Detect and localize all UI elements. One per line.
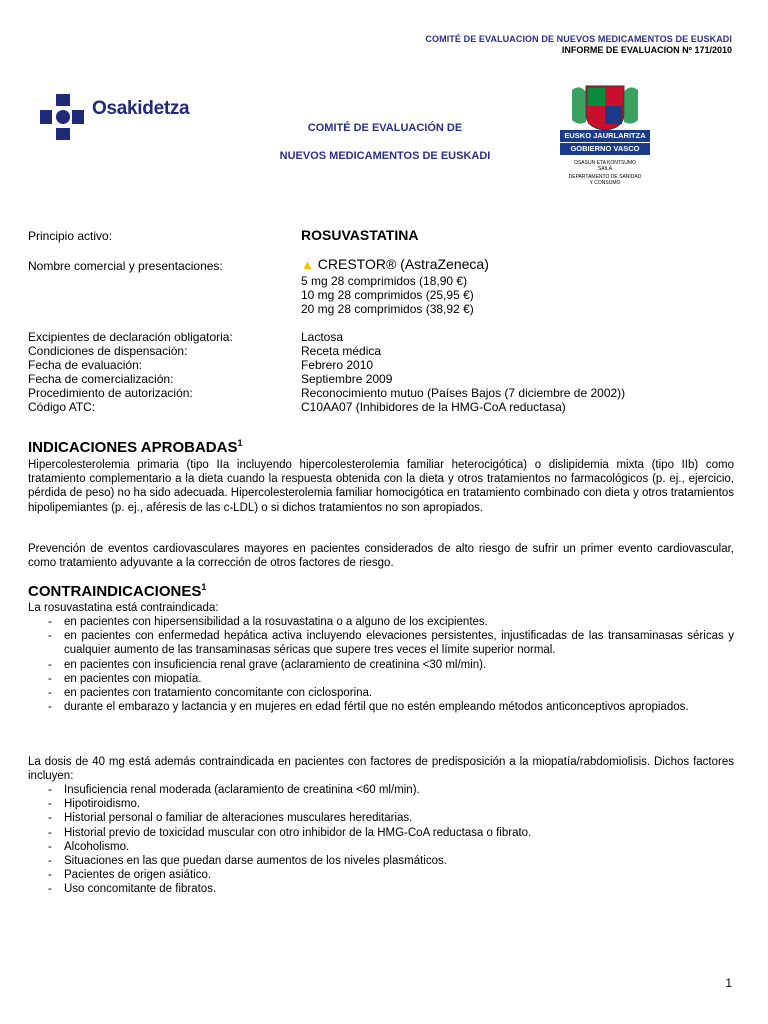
list-item: - Insuficiencia renal moderada (aclaramiento de creatinina <60 ml/min).: [48, 784, 420, 796]
active-label: Principio activo:: [28, 229, 113, 243]
list-item: - en pacientes con insuficiencia renal grave (aclaramiento de creatinina <30 ml/min).: [48, 658, 487, 671]
warning-triangle-icon: ▲: [301, 257, 314, 272]
gov-dept-es-line2: Y CONSUMO: [589, 180, 621, 186]
gov-banner-eusko: EUSKO JAURLARITZA: [560, 130, 650, 142]
gov-dept-es-line1: DEPARTAMENTO DE SANIDAD: [568, 174, 642, 180]
contraindications-intro: La rosuvastatina está contraindicada:: [28, 602, 219, 614]
detail-label: Fecha de comercialización:: [28, 372, 174, 386]
detail-values: [301, 330, 741, 414]
detail-value: Septiembre 2009: [301, 372, 393, 386]
contraindications-list: [28, 615, 734, 714]
header-committee-line: COMITÉ DE EVALUACION DE NUEVOS MEDICAMENTOS DE EUSKADI: [425, 34, 732, 44]
risk-factors-list: [28, 783, 734, 897]
list-item: - en pacientes con tratamiento concomitante con ciclosporina.: [48, 687, 373, 700]
detail-value: Reconocimiento mutuo (Países Bajos (7 diciembre de 2002)): [301, 386, 626, 400]
presentation-item: 20 mg 28 comprimidos (38,92 €): [301, 302, 474, 316]
list-item: - en pacientes con miopatía.: [48, 672, 202, 685]
list-item: - en pacientes con enfermedad hepática activa incluyendo elevaciones persistentes, injustificadas de las transaminasas séricas y cualquier aumento de las transaminasas séricas que supere tres veces el límite superior normal.: [48, 630, 734, 657]
list-item: - durante el embarazo y lactancia y en mujeres en edad fértil que no estén empleando métodos anticonceptivos apropiados.: [48, 701, 689, 714]
gov-dept-eu-line1: OSASUN ETA KONTSUMO: [574, 160, 636, 166]
brand-label: Nombre comercial y presentaciones:: [28, 259, 223, 273]
coat-of-arms-icon: [560, 84, 650, 130]
detail-label: Excipientes de declaración obligatoria:: [28, 330, 233, 344]
detail-label: Fecha de evaluación:: [28, 358, 143, 372]
gov-dept-eu-line2: SAILA: [597, 166, 613, 172]
contraindications-title: CONTRAINDICACIONES: [28, 583, 202, 600]
presentation-item: 5 mg 28 comprimidos (18,90 €): [301, 274, 468, 288]
committee-title-line1: COMITÉ DE EVALUACIÓN DE: [307, 122, 463, 134]
detail-value: C10AA07 (Inhibidores de la HMG-CoA reductasa): [301, 400, 566, 414]
indications-heading: [28, 438, 242, 456]
brand-value: CRESTOR® (AstraZeneca): [317, 256, 489, 272]
gobierno-vasco-emblem: [560, 84, 650, 194]
presentation-list: [301, 274, 474, 316]
detail-label: Código ATC:: [28, 400, 96, 414]
detail-labels: [28, 330, 298, 414]
contraindications-para2: La dosis de 40 mg está además contraindicada en pacientes con factores de predisposición a la miopatía/rabdomiolisis. Dichos factores incluyen:: [28, 756, 734, 783]
list-item: - Hipotiroidismo.: [48, 798, 141, 811]
list-item: - Historial previo de toxicidad muscular con otro inhibidor de la HMG-CoA reductasa o fibrato.: [48, 826, 532, 839]
list-item: - Alcoholismo.: [48, 840, 130, 853]
contraindications-ref: 1: [201, 582, 207, 592]
indications-ref: 1: [237, 438, 243, 448]
list-item: - en pacientes con hipersensibilidad a la rosuvastatina o a alguno de los excipientes.: [48, 616, 488, 628]
header-report-line: INFORME DE EVALUACION Nº 171/2010: [561, 45, 732, 55]
detail-label: Condiciones de dispensación:: [28, 344, 188, 358]
indications-title: INDICACIONES APROBADAS: [28, 439, 238, 456]
detail-value: Receta médica: [301, 344, 382, 358]
osakidetza-logo: [40, 94, 200, 142]
brand-row: [301, 256, 489, 272]
active-value: ROSUVASTATINA: [301, 227, 419, 243]
list-item: - Situaciones en las que puedan darse aumentos de los niveles plasmáticos.: [48, 855, 447, 868]
gov-banner-gobierno: GOBIERNO VASCO: [560, 142, 650, 155]
page-number: 1: [725, 976, 732, 990]
presentation-item: 10 mg 28 comprimidos (25,95 €): [301, 288, 474, 302]
osakidetza-name: Osakidetza: [92, 98, 190, 119]
indications-para1: Hipercolesterolemia primaria (tipo IIa incluyendo hipercolesterolemia familiar heterocigótica) o dislipidemia mixta (tipo IIb) como tratamiento complementario a la dieta cuando la respuesta obtenida con la dieta y otros tratamientos no farmacológicos (p. ej., ejercicio, pérdida de peso) no ha sido adecuada. Hipercolesterolemia familiar homocigótica en tratamiento combinado con dieta y otros tratamientos hipolipemiantes (p. ej., aféresis de las c-LDL) o si dichos tratamientos no son apropiados.: [28, 459, 734, 514]
osakidetza-cross-icon: [40, 94, 84, 140]
detail-label: Procedimiento de autorización:: [28, 386, 193, 400]
list-item: - Pacientes de origen asiático.: [48, 869, 212, 882]
indications-para2: Prevención de eventos cardiovasculares mayores en pacientes considerados de alto riesgo de sufrir un primer evento cardiovascular, como tratamiento adyuvante a la corrección de otros factores de riesgo.: [28, 543, 734, 570]
contraindications-heading: [28, 582, 206, 600]
detail-value: Febrero 2010: [301, 358, 374, 372]
detail-value: Lactosa: [301, 330, 344, 344]
list-item: - Uso concomitante de fibratos.: [48, 883, 217, 896]
committee-title-line2: NUEVOS MEDICAMENTOS DE EUSKADI: [279, 150, 491, 162]
list-item: - Historial personal o familiar de alteraciones musculares hereditarias.: [48, 812, 413, 825]
